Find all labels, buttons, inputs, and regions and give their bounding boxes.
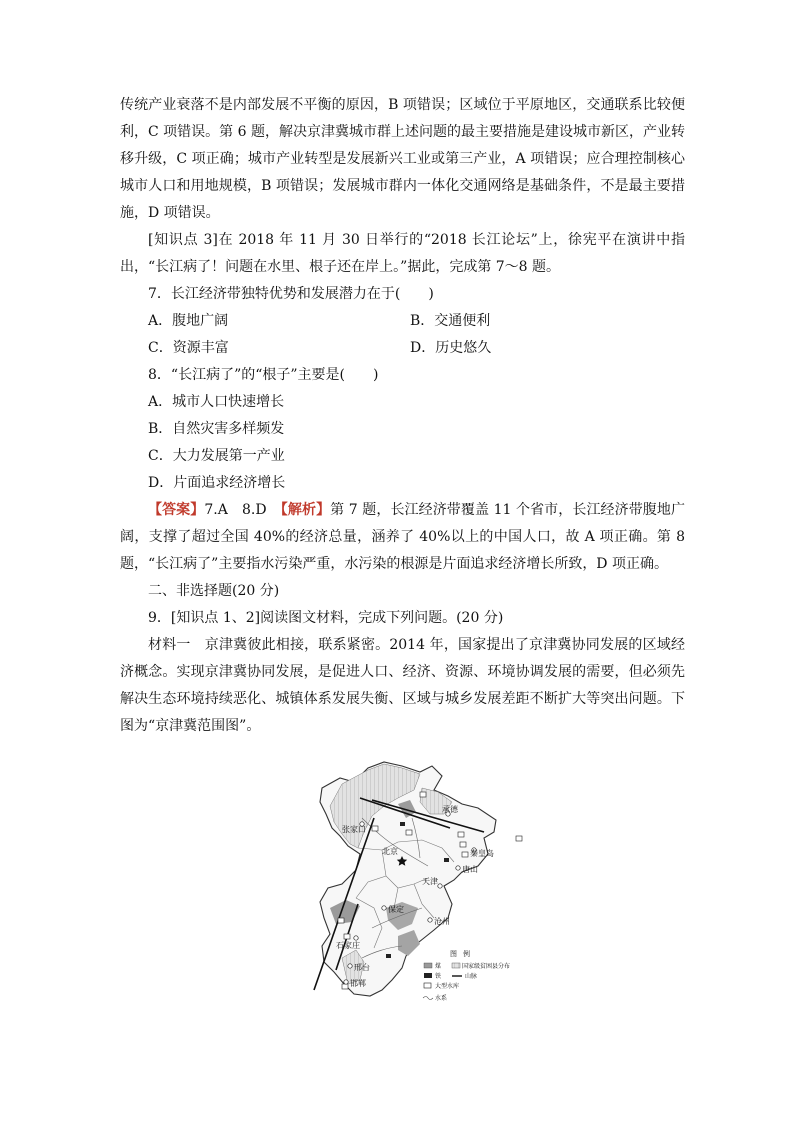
legend-iron-swatch xyxy=(424,973,432,978)
q8-option-a: A．城市人口快速增长 xyxy=(148,394,285,410)
label-chengde: 承德 xyxy=(442,805,458,814)
question-7-options-row2 xyxy=(120,335,685,362)
question-7-stem: 7．长江经济带独特优势和发展潜力在于( ) xyxy=(148,286,434,302)
paragraph-knowledge-3: [知识点 3]在 2018 年 11 月 30 日举行的“2018 长江论坛”上，徐宪平在演讲中指出，“长江病了！问题在水里、根子还在岸上。”据此，完成第 7～8 题。 xyxy=(120,232,685,275)
q7-option-a: A．腹地广阔 xyxy=(148,313,229,329)
label-tangshan: 唐山 xyxy=(462,865,478,874)
q7-option-c: C．资源丰富 xyxy=(148,340,229,356)
label-qinhuangdao: 秦皇岛 xyxy=(470,849,494,858)
legend-mountain: 山脉 xyxy=(465,973,478,980)
legend-coal: 煤 xyxy=(435,963,442,970)
jingjinji-map-figure xyxy=(302,758,550,1013)
label-xingtai: 邢台 xyxy=(354,963,370,972)
question-7-options-row1 xyxy=(120,308,685,335)
q8-option-c: C．大力发展第一产业 xyxy=(148,448,285,464)
answer-block xyxy=(120,497,685,578)
question-9-stem: 9．[知识点 1、2]阅读图文材料，完成下列问题。(20 分) xyxy=(148,610,504,626)
section-2-heading: 二、非选择题(20 分) xyxy=(148,583,280,599)
analysis-text: 第 7 题，长江经济带覆盖 11 个省市，长江经济带腹地广阔，支撑了超过全国 40%的经济总量，涵养了 40%以上的中国人口，故 A 项正确。第 8 题，“长江病了”主要指水污染严重，水污染的根源是片面追求经济增长所致，D 项正确。 xyxy=(120,502,685,572)
legend-reservoir-swatch xyxy=(424,983,431,988)
question-8-stem: 8．“长江病了”的“根子”主要是( ) xyxy=(148,367,379,383)
map-legend xyxy=(423,949,510,1002)
legend-iron: 铁 xyxy=(435,973,442,980)
label-shijiazhuang: 石家庄 xyxy=(336,941,360,950)
answer-tag: 【答案】 xyxy=(148,502,205,518)
legend-reservoir: 大型水库 xyxy=(435,983,460,990)
legend-water-swatch xyxy=(423,997,433,1000)
legend-water: 水系 xyxy=(435,995,448,1002)
paragraph-analysis-cont: 传统产业衰落不是内部发展不平衡的原因，B 项错误；区域位于平原地区，交通联系比较便利，C 项错误。第 6 题，解决京津冀城市群上述问题的最主要措施是建设城市新区，产业转移升级，C 项正确；城市产业转型是发展新兴工业或第三产业，A 项错误；应合理控制核心城市人口和用地规模，B 项错误；发展城市群内一体化交通网络是基础条件，不是最主要措施，D 项错误。 xyxy=(120,97,685,221)
label-cangzhou: 沧州 xyxy=(434,917,450,926)
legend-poverty-swatch xyxy=(452,963,460,968)
label-tianjin: 天津 xyxy=(422,877,438,886)
analysis-tag: 【解析】 xyxy=(280,502,331,518)
q7-option-b: B．交通便利 xyxy=(410,313,491,329)
answer-values: 7.A 8.D xyxy=(204,502,281,518)
label-zhangjiakou: 张家口 xyxy=(342,825,366,834)
label-handan: 邯郸 xyxy=(350,979,366,988)
label-beijing: 北京 xyxy=(382,847,398,856)
jingjinji-map xyxy=(302,758,550,1013)
legend-title: 图例 xyxy=(450,950,476,958)
content-body xyxy=(120,92,685,740)
legend-poverty-county: 国家级贫困县分布 xyxy=(462,963,511,970)
q8-option-d: D．片面追求经济增长 xyxy=(148,475,286,491)
legend-coal-swatch xyxy=(424,963,432,968)
q8-option-b: B．自然灾害多样频发 xyxy=(148,421,285,437)
material-1: 材料一 京津冀彼此相接，联系紧密。2014 年，国家提出了京津冀协同发展的区域经济概念。实现京津冀协同发展，是促进人口、经济、资源、环境协调发展的需要，但必须先解决生态环境持续恶化、城镇体系发展失衡、区域与城乡发展差距不断扩大等突出问题。下图为“京津冀范围图”。 xyxy=(120,637,685,734)
label-baoding: 保定 xyxy=(388,905,404,914)
q7-option-d: D．历史悠久 xyxy=(410,340,492,356)
